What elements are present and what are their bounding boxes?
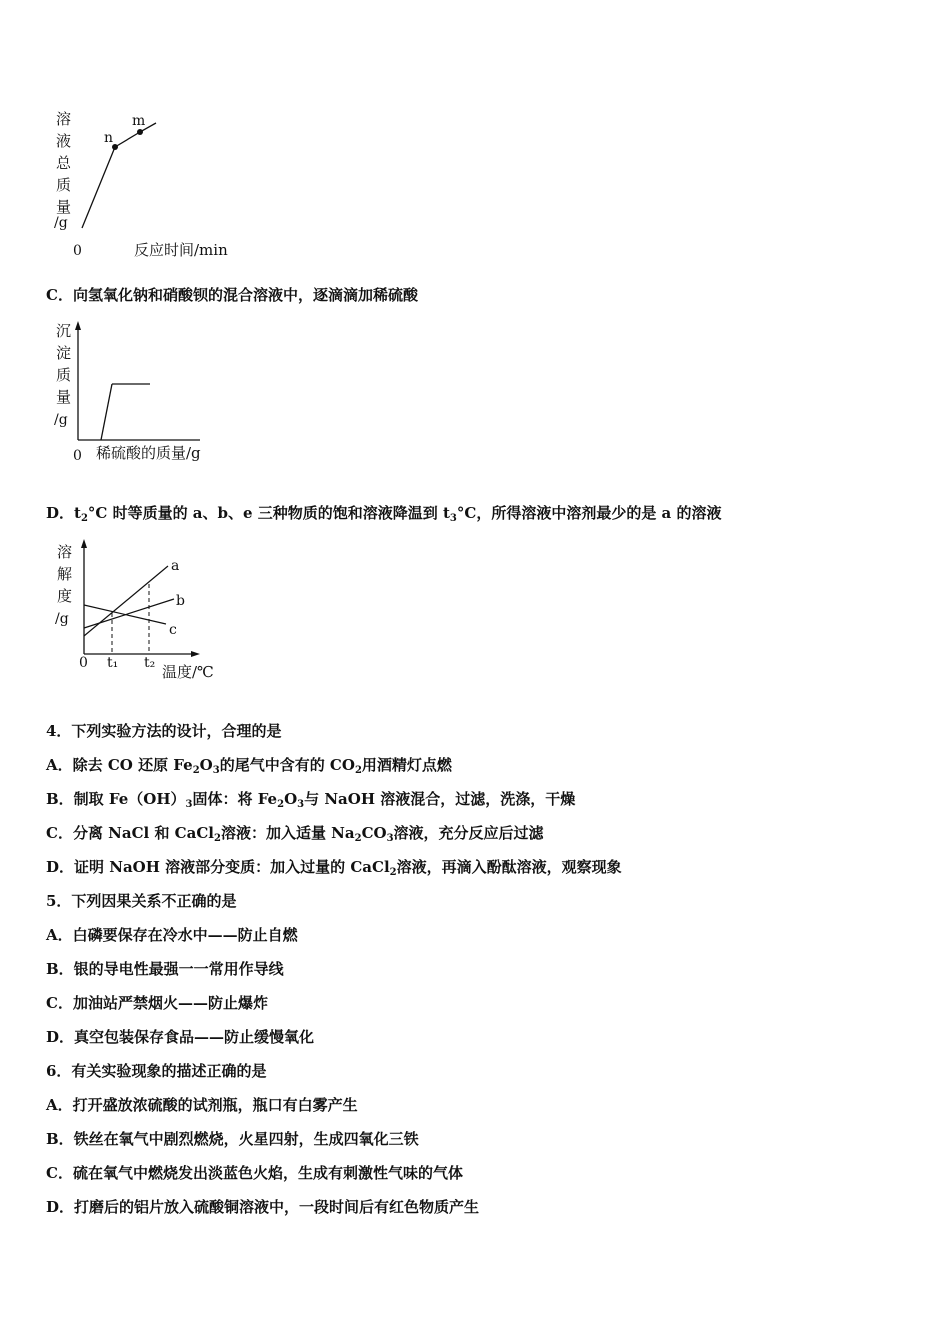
q6-option-d: D．打磨后的铝片放入硫酸铜溶液中，一段时间后有红色物质产生: [46, 1198, 480, 1216]
curve-b-label: b: [176, 593, 185, 609]
text-part: 的尾气中含有的 CO: [219, 756, 355, 774]
q4-option-c: [46, 823, 544, 849]
x-axis-label: 稀硫酸的质量/g: [96, 444, 201, 462]
text-part: O: [284, 790, 298, 808]
option-d-sub2: 3: [449, 513, 457, 524]
text-part: C．分离 NaCl 和 CaCl: [46, 824, 214, 842]
solution-mass-graph: [40, 100, 260, 265]
subscript: 3: [212, 765, 220, 776]
q4-option-d: [46, 857, 622, 883]
text-part: 溶液，充分反应后过滤: [393, 824, 544, 842]
option-c-text: C．向氢氧化钠和硝酸钡的混合溶液中，逐滴滴加稀硫酸: [46, 286, 418, 304]
text-part: 固体：将 Fe: [192, 790, 278, 808]
q5-option-b: B．银的导电性最强一一常用作导线: [46, 960, 284, 978]
y-label-char: 量: [56, 388, 72, 406]
subscript: 2: [213, 833, 221, 844]
curve-a-label: a: [171, 558, 180, 574]
x-axis-label: 反应时间/min: [134, 241, 228, 259]
x-axis-label: 温度/℃: [162, 663, 214, 681]
q5-stem: 5．下列因果关系不正确的是: [46, 892, 237, 910]
origin-label: 0: [79, 655, 88, 671]
figure-solubility-curve: [40, 536, 240, 684]
y-axis-arrow: [75, 321, 81, 330]
y-label-char: 度: [57, 587, 73, 605]
subscript: 2: [192, 765, 200, 776]
q4-stem: 4．下列实验方法的设计，合理的是: [46, 722, 282, 740]
curve-b: [84, 599, 174, 628]
q5-option-d: D．真空包装保存食品——防止缓慢氧化: [46, 1028, 315, 1046]
precipitate-graph: [40, 318, 240, 468]
origin-label: 0: [73, 243, 82, 259]
y-label-char: 总: [56, 154, 72, 172]
point-n-label: n: [104, 130, 114, 146]
curve-c-label: c: [169, 622, 177, 638]
text-part: CO: [361, 824, 387, 842]
y-unit: /g: [54, 215, 68, 231]
curve-a: [84, 566, 168, 636]
text-part: 用酒精灯点燃: [361, 756, 452, 774]
figure-solution-mass: [40, 100, 260, 265]
subscript: 2: [389, 867, 397, 878]
q4-option-b: [46, 789, 575, 815]
y-label-char: 量: [56, 198, 72, 216]
q5-option-c: C．加油站严禁烟火——防止爆炸: [46, 994, 268, 1012]
q6-stem: 6．有关实验现象的描述正确的是: [46, 1062, 267, 1080]
y-label-char: 沉: [56, 322, 72, 340]
y-unit: /g: [54, 412, 68, 428]
y-label-char: 质: [56, 366, 72, 384]
point-m: [137, 129, 143, 135]
y-label-char: 解: [57, 565, 73, 583]
text-part: D．证明 NaOH 溶液部分变质：加入过量的 CaCl: [46, 858, 390, 876]
t1-label: t₁: [107, 655, 119, 671]
y-label-char: 质: [56, 176, 72, 194]
x-axis-arrow: [191, 651, 200, 657]
curve-c: [84, 605, 166, 624]
y-unit: /g: [55, 611, 69, 627]
subscript: 2: [277, 799, 285, 810]
option-d-prefix: D．t: [46, 504, 81, 522]
q6-option-b: B．铁丝在氧气中剧烈燃烧，火星四射，生成四氧化三铁: [46, 1130, 419, 1148]
solubility-graph: [40, 536, 240, 684]
subscript: 3: [386, 833, 394, 844]
text-part: 溶液：加入适量 Na: [220, 824, 355, 842]
text-part: 溶液，再滴入酚酞溶液，观察现象: [396, 858, 622, 876]
y-label-char: 淀: [56, 344, 72, 362]
origin-label: 0: [73, 448, 82, 464]
q6-option-c: C．硫在氧气中燃烧发出淡蓝色火焰，生成有刺激性气味的气体: [46, 1164, 463, 1182]
t2-label: t₂: [144, 655, 156, 671]
subscript: 3: [185, 799, 193, 810]
option-d-suffix: °C，所得溶液中溶剂最少的是 a 的溶液: [456, 504, 722, 522]
precipitate-rise: [101, 384, 112, 440]
y-label-char: 溶: [57, 543, 73, 561]
y-axis-arrow: [81, 539, 87, 548]
y-label-char: 溶: [56, 110, 72, 128]
text-part: B．制取 Fe（OH）: [46, 790, 186, 808]
q4-option-a: [46, 755, 452, 781]
subscript: 2: [354, 765, 362, 776]
subscript: 2: [354, 833, 362, 844]
point-m-label: m: [132, 113, 146, 129]
y-label-char: 液: [56, 132, 72, 150]
text-part: 与 NaOH 溶液混合，过滤，洗涤，干燥: [304, 790, 576, 808]
q6-option-a: A．打开盛放浓硫酸的试剂瓶，瓶口有白雾产生: [46, 1096, 358, 1114]
subscript: 3: [297, 799, 305, 810]
rise-segment: [82, 147, 115, 228]
text-part: A．除去 CO 还原 Fe: [46, 756, 193, 774]
plateau-segment: [115, 132, 140, 147]
q5-option-a: A．白磷要保存在冷水中——防止自燃: [46, 926, 298, 944]
option-d-mid: °C 时等质量的 a、b、e 三种物质的饱和溶液降温到 t: [87, 504, 450, 522]
figure-precipitate-mass: [40, 318, 240, 468]
text-part: O: [199, 756, 213, 774]
option-d-text: [46, 503, 722, 529]
option-d-sub1: 2: [80, 513, 88, 524]
